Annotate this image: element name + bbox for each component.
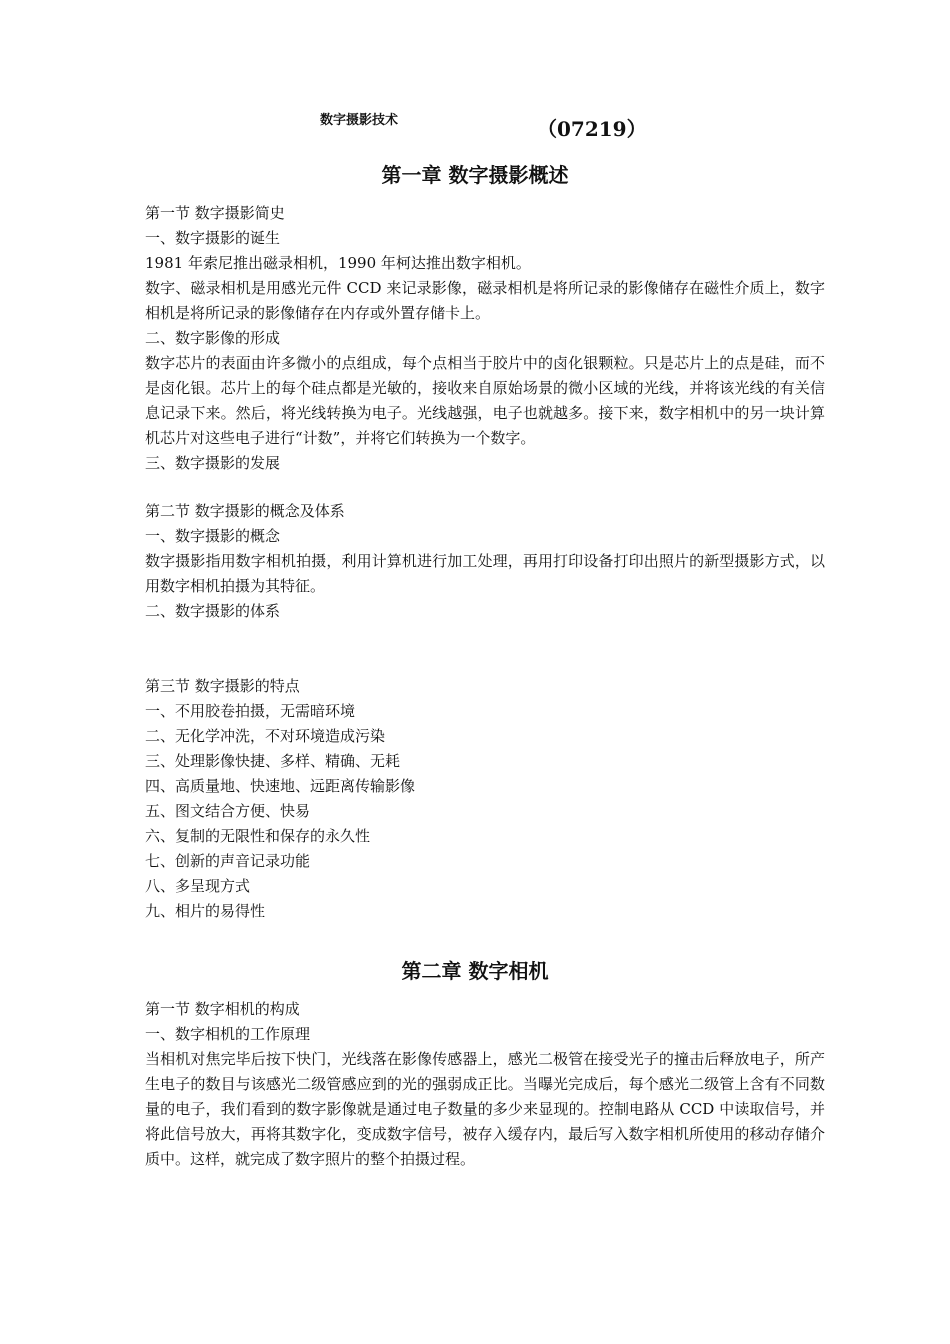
paragraph: 数字芯片的表面由许多微小的点组成，每个点相当于胶片中的卤化银颗粒。只是芯片上的点是硅，而不是卤化银。芯片上的每个硅点都是光敏的，接收来自原始场景的微小区域的光线，并将该光线的有关信息记录下来。然后，将光线转换为电子。光线越强，电子也就越多。接下来，数字相机中的另一块计算机芯片对这些电子进行“计数”，并将它们转换为一个数字。 [145, 354, 825, 447]
list-item: 一、不用胶卷拍摄，无需暗环境 [145, 702, 356, 720]
course-name: 数字摄影技术 [320, 113, 399, 128]
subsection-heading: 一、数字相机的工作原理 [145, 1025, 311, 1043]
section-block [145, 997, 825, 1172]
subsection-heading: 二、数字摄影的体系 [145, 602, 281, 620]
chapter-title: 第一章 数字摄影概述 [381, 163, 569, 187]
section-heading: 第三节 数字摄影的特点 [145, 677, 300, 695]
paragraph: 当相机对焦完毕后按下快门，光线落在影像传感器上，感光二极管在接受光子的撞击后释放电子，所产生电子的数目与该感光二级管感应到的光的强弱成正比。当曝光完成后，每个感光二级管上含有不同数量的电子，我们看到的数字影像就是通过电子数量的多少来显现的。控制电路从 CCD 中读取信号，并将此信号放大，再将其数字化，变成数字信号，被存入缓存内，最后写入数字相机所使用的移动存储介质中。这样，就完成了数字照片的整个拍摄过程。 [145, 1050, 825, 1168]
list-item: 八、多呈现方式 [145, 877, 251, 895]
section-heading: 第二节 数字摄影的概念及体系 [145, 502, 345, 520]
list-item: 四、高质量地、快速地、远距离传输影像 [145, 777, 416, 795]
list-item: 六、复制的无限性和保存的永久性 [145, 827, 371, 845]
subsection-heading: 二、数字影像的形成 [145, 329, 281, 347]
subsection-heading: 一、数字摄影的诞生 [145, 229, 281, 247]
section-block [145, 674, 825, 924]
section-heading: 第一节 数字相机的构成 [145, 1000, 300, 1018]
list-item: 五、图文结合方便、快易 [145, 802, 311, 820]
paragraph: 数字、磁录相机是用感光元件 CCD 来记录影像，磁录相机是将所记录的影像储存在磁性介质上，数字相机是将所记录的影像储存在内存或外置存储卡上。 [145, 279, 825, 322]
document-header [0, 107, 950, 147]
paragraph: 1981 年索尼推出磁录相机，1990 年柯达推出数字相机。 [145, 254, 531, 272]
chapter-title: 第二章 数字相机 [401, 959, 549, 983]
paragraph: 数字摄影指用数字相机拍摄，利用计算机进行加工处理，再用打印设备打印出照片的新型摄影方式，以用数字相机拍摄为其特征。 [145, 552, 825, 595]
section-block [145, 499, 825, 624]
list-item: 二、无化学冲洗，不对环境造成污染 [145, 727, 386, 745]
list-item: 七、创新的声音记录功能 [145, 852, 311, 870]
section-heading: 第一节 数字摄影简史 [145, 204, 285, 222]
list-item: 九、相片的易得性 [145, 902, 266, 920]
section-block [145, 201, 825, 476]
subsection-heading: 一、数字摄影的概念 [145, 527, 281, 545]
list-item: 三、处理影像快捷、多样、精确、无耗 [145, 752, 401, 770]
subsection-heading: 三、数字摄影的发展 [145, 454, 281, 472]
course-code: （07219） [537, 117, 647, 141]
